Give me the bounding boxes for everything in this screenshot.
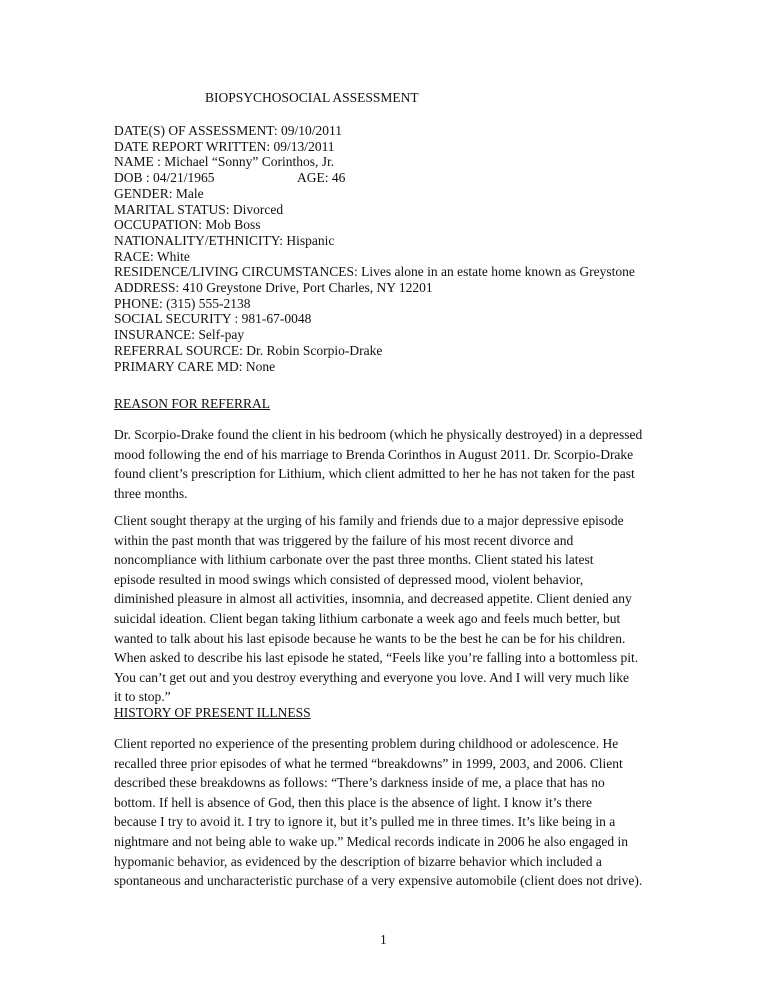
- field-race: RACE: White: [114, 248, 190, 264]
- field-marital-status: MARITAL STATUS: Divorced: [114, 201, 284, 217]
- text-line: spontaneous and uncharacteristic purchase of a very expensive automobile (client does not drive).: [114, 873, 643, 889]
- text-line: within the past month that was triggered by the failure of his most recent divorce and: [114, 532, 574, 548]
- field-age: AGE: 46: [297, 170, 346, 186]
- field-dob-row: [114, 170, 635, 186]
- text-line: Client sought therapy at the urging of his family and friends due to a major depressive episode: [114, 513, 624, 528]
- section-heading-reason-for-referral: REASON FOR REFERRAL: [114, 396, 271, 411]
- patient-info-fields: [114, 123, 635, 374]
- field-residence: RESIDENCE/LIVING CIRCUMSTANCES: Lives alone in an estate home known as Greystone: [114, 264, 635, 280]
- field-occupation: OCCUPATION: Mob Boss: [114, 217, 261, 233]
- field-nationality: NATIONALITY/ETHNICITY: Hispanic: [114, 232, 335, 248]
- paragraph-referral-2: [114, 511, 674, 707]
- text-line: suicidal ideation. Client began taking lithium carbonate a week ago and feels much better, but: [114, 610, 621, 626]
- field-report-date: DATE REPORT WRITTEN: 09/13/2011: [114, 138, 335, 154]
- text-line: hypomanic behavior, as evidenced by the description of bizarre behavior which included a: [114, 853, 602, 869]
- page-number: 1: [380, 932, 387, 947]
- section-heading-history-of-present-illness: HISTORY OF PRESENT ILLNESS: [114, 705, 311, 720]
- text-line: noncompliance with lithium carbonate over the past three months. Client stated his latest: [114, 552, 594, 568]
- field-name: NAME : Michael “Sonny” Corinthos, Jr.: [114, 154, 335, 170]
- text-line: described these breakdowns as follows: “There’s darkness inside of me, a place that has no: [114, 775, 605, 791]
- field-insurance: INSURANCE: Self-pay: [114, 327, 245, 343]
- field-referral-source: REFERRAL SOURCE: Dr. Robin Scorpio-Drake: [114, 342, 383, 358]
- text-line: three months.: [114, 485, 188, 501]
- text-line: found client’s prescription for Lithium, which client admitted to her he has not taken for the past: [114, 466, 635, 482]
- text-line: bottom. If hell is absence of God, then this place is the absence of light. I know it’s there: [114, 794, 593, 810]
- text-line: nightmare and not being able to wake up.” Medical records indicate in 2006 he also engaged in: [114, 833, 628, 849]
- paragraph-referral-1: [114, 425, 674, 503]
- text-line: When asked to describe his last episode he stated, “Feels like you’re falling into a bottomless pit.: [114, 650, 639, 666]
- text-line: mood following the end of his marriage to Brenda Corinthos in August 2011. Dr. Scorpio-Drake: [114, 446, 634, 462]
- text-line: Client reported no experience of the presenting problem during childhood or adolescence. He: [114, 736, 619, 751]
- field-social-security: SOCIAL SECURITY : 981-67-0048: [114, 311, 312, 327]
- text-line: Dr. Scorpio-Drake found the client in his bedroom (which he physically destroyed) in a depressed: [114, 427, 643, 442]
- field-gender: GENDER: Male: [114, 185, 204, 201]
- field-dob: DOB : 04/21/1965: [114, 170, 215, 186]
- field-primary-care: PRIMARY CARE MD: None: [114, 358, 276, 374]
- text-line: it to stop.”: [114, 689, 171, 705]
- text-line: because I try to avoid it. I try to ignore it, but it’s pulled me in three times. It’s like being in a: [114, 814, 616, 830]
- text-line: episode resulted in mood swings which consisted of depressed mood, violent behavior,: [114, 571, 584, 587]
- field-assessment-date: DATE(S) OF ASSESSMENT: 09/10/2011: [114, 123, 342, 138]
- text-line: diminished pleasure in almost all activities, insomnia, and decreased appetite. Client denied any: [114, 591, 632, 607]
- paragraph-history-1: [114, 734, 674, 891]
- text-line: recalled three prior episodes of what he termed “breakdowns” in 1999, 2003, and 2006. Client: [114, 755, 623, 771]
- document-title: BIOPSYCHOSOCIAL ASSESSMENT: [205, 90, 419, 105]
- text-line: You can’t get out and you destroy everything and everyone you love. And I will very much like: [114, 669, 630, 685]
- field-address: ADDRESS: 410 Greystone Drive, Port Charles, NY 12201: [114, 280, 433, 296]
- text-line: wanted to talk about his last episode because he wants to be the best he can be for his children.: [114, 630, 626, 646]
- field-phone: PHONE: (315) 555-2138: [114, 295, 251, 311]
